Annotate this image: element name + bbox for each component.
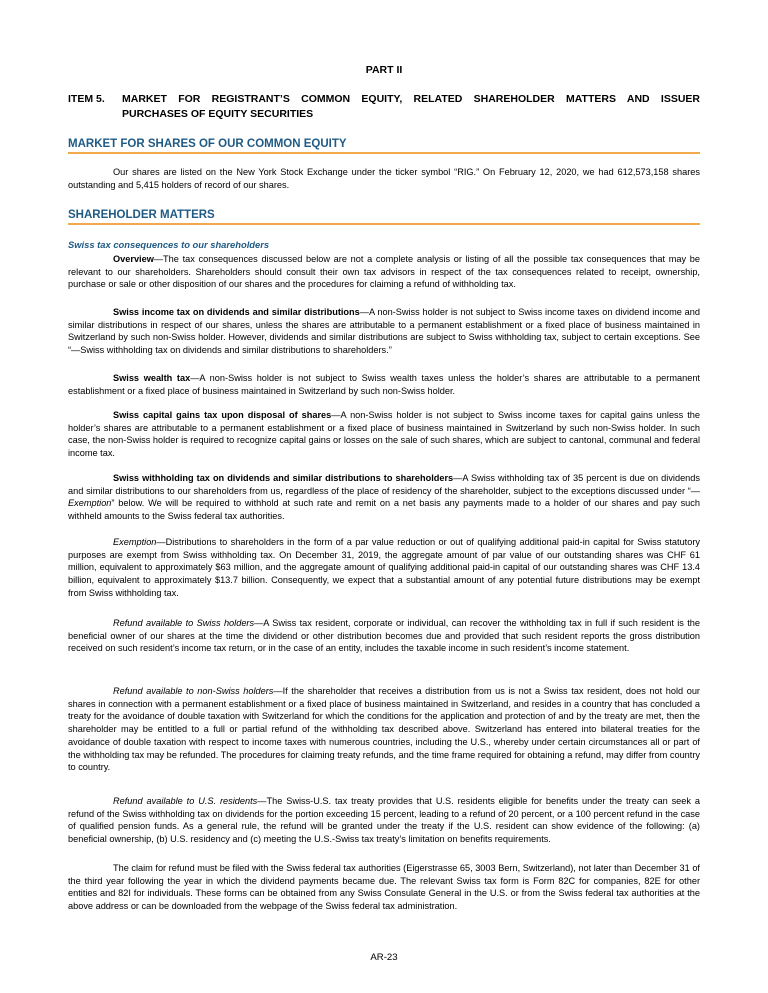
withholding-exemption-ref: Exemption — [68, 498, 112, 509]
income-lead: Swiss income tax on dividends and similar distributions — [113, 307, 360, 317]
paragraph-refund-non-swiss — [68, 685, 700, 774]
paragraph-withholding — [68, 472, 700, 523]
subheading-swiss-tax: Swiss tax consequences to our shareholders — [68, 239, 270, 250]
page-number: AR-23 — [370, 952, 398, 963]
exemption-lead: Exemption — [113, 537, 157, 547]
paragraph-capital-gains — [68, 409, 700, 460]
part-heading: PART II — [365, 64, 403, 76]
item-title-line2: PURCHASES OF EQUITY SECURITIES — [122, 108, 314, 120]
paragraph-refund-swiss — [68, 617, 700, 655]
wealth-lead: Swiss wealth tax — [113, 373, 191, 383]
paragraph-wealth-tax — [68, 372, 700, 397]
section-heading-market: MARKET FOR SHARES OF OUR COMMON EQUITY — [68, 138, 700, 154]
paragraph-listing — [68, 166, 700, 191]
claim-text: The claim for refund must be filed with the Swiss federal tax authorities (Eigerstrasse 65, 3003 Bern, Switzerland), not later than December 31 of the third year following the year in which the dividend payments became due. The relevant Swiss tax form is Form 82C for companies, 82E for other entities and 82I for individuals. These forms can be obtained from any Swiss Consulate General in the U.S. or from the Swiss federal tax authorities at the above address or can be downloaded from the webpage of the Swiss federal tax administration. — [68, 863, 700, 912]
refund-non-swiss-text: —If the shareholder that receives a distribution from us is not a Swiss tax resident, does not hold our shares in connection with a permanent establishment or a fixed place of business maintained in Switzerland, and resides in a country that has concluded a treaty for the avoidance of double taxation with Switzerland for which the conditions for the application and protection of and by the treaty are met, then the shareholder may be entitled to a full or partial refund of the withholding tax described above. Switzerland has entered into bilateral treaties for the avoidance of double taxation with respect to income taxes with numerous countries, including the U.S., whereby under certain circumstances all or part of the withholding tax may be refunded. The procedures for claiming treaty refunds, and the time frame required for obtaining a refund, may differ from country to country. — [68, 686, 700, 773]
item-heading — [68, 92, 700, 122]
capgains-text: —A non-Swiss holder is not subject to Swiss income taxes for capital gains unless the holder’s shares are attributable to a permanent establishment or a fixed place of business maintained in Switzerland by such non-Swiss holder. In such case, the non-Swiss holder is required to recognize capital gains or losses on the sale of such shares, which are subject to cantonal, communal and federal income tax. — [68, 410, 700, 459]
capgains-lead: Swiss capital gains tax upon disposal of shares — [113, 410, 332, 420]
refund-us-text: —The Swiss-U.S. tax treaty provides that U.S. residents eligible for benefits under the treaty can seek a refund of the Swiss withholding tax on dividends for the portion exceeding 15 percent, leading to a refund of 20 percent, or a 100 percent refund in the case of qualified pension funds. As a general rule, the refund will be granted under the treaty if the U.S. resident can show evidence of the following: (a) beneficial ownership, (b) U.S. residency and (c) meeting the U.S.-Swiss tax treaty’s limitation on benefits requirements. — [68, 796, 700, 845]
withholding-text-b: ” below. We will be required to withhold at such rate and remit on a net basis any payments made to a holder of our shares and pay such withheld amounts to the Swiss federal tax authorities. — [68, 498, 700, 522]
withholding-lead: Swiss withholding tax on dividends and similar distributions to shareholders — [113, 473, 454, 483]
paragraph-income-tax — [68, 306, 700, 357]
item-title-line1: MARKET FOR REGISTRANT’S COMMON EQUITY, RELATED SHAREHOLDER MATTERS AND ISSUER — [122, 93, 700, 105]
refund-swiss-lead: Refund available to Swiss holders — [113, 618, 255, 628]
paragraph-refund-us — [68, 795, 700, 846]
withholding-text-a: —A Swiss withholding tax of 35 percent is due on dividends and similar distributions to our shareholders from us, regardless of the place of residency of the shareholder, subject to the exceptions discussed under “— — [68, 473, 700, 496]
wealth-text: —A non-Swiss holder is not subject to Swiss wealth taxes unless the holder’s shares are attributable to a permanent establishment or a fixed place of business maintained in Switzerland by such non-Swiss holder. — [68, 373, 700, 396]
paragraph-exemption — [68, 536, 700, 600]
refund-swiss-text: —A Swiss tax resident, corporate or individual, can recover the withholding tax in full if such resident is the beneficial owner of our shares at the time the dividend or other distribution becomes due and provided that such resident reports the gross distribution received on such resident’s income tax return, or in the case of an entity, includes the taxable income in such resident’s income statement. — [68, 618, 700, 654]
overview-lead: Overview — [113, 254, 154, 264]
refund-non-swiss-lead: Refund available to non-Swiss holders — [113, 686, 274, 696]
paragraph-claim — [68, 862, 700, 913]
section-heading-shareholder-matters: SHAREHOLDER MATTERS — [68, 209, 700, 225]
paragraph-overview — [68, 253, 700, 291]
item-number: ITEM 5. — [68, 93, 105, 105]
listing-text: Our shares are listed on the New York Stock Exchange under the ticker symbol “RIG.” On February 12, 2020, we had 612,573,158 shares outstanding and 5,415 holders of record of our shares. — [68, 167, 700, 190]
income-text: —A non-Swiss holder is not subject to Swiss income taxes on dividend income and similar distributions in respect of our shares, unless the shares are attributable to a permanent establishment or a fixed place of business maintained in Switzerland by such non-Swiss holder. However, dividends and similar distributions are subject to Swiss withholding tax, subject to certain exceptions. See “—Swiss withholding tax on dividends and similar distributions to shareholders.” — [68, 307, 700, 356]
exemption-text: —Distributions to shareholders in the form of a par value reduction or out of qualifying additional paid-in capital for Swiss statutory purposes are exempt from Swiss withholding tax. On December 31, 2019, the aggregate amount of par value of our outstanding shares was CHF 61 million, equivalent to approximately $63 million, and the aggregate amount of qualifying additional paid-in capital of our outstanding shares was CHF 13.4 billion, equivalent to approximately $13.7 billion. Consequently, we expect that a substantial amount of any potential future distributions may be exempt from Swiss withholding tax. — [68, 537, 700, 598]
overview-text: —The tax consequences discussed below are not a complete analysis or listing of all the possible tax consequences that may be relevant to our shareholders. Shareholders should consult their own tax advisors in respect of the tax consequences related to receipt, ownership, purchase or sale or other disposition of our shares and the procedures for claiming a refund of withholding tax. — [68, 254, 700, 290]
refund-us-lead: Refund available to U.S. residents — [113, 796, 258, 806]
